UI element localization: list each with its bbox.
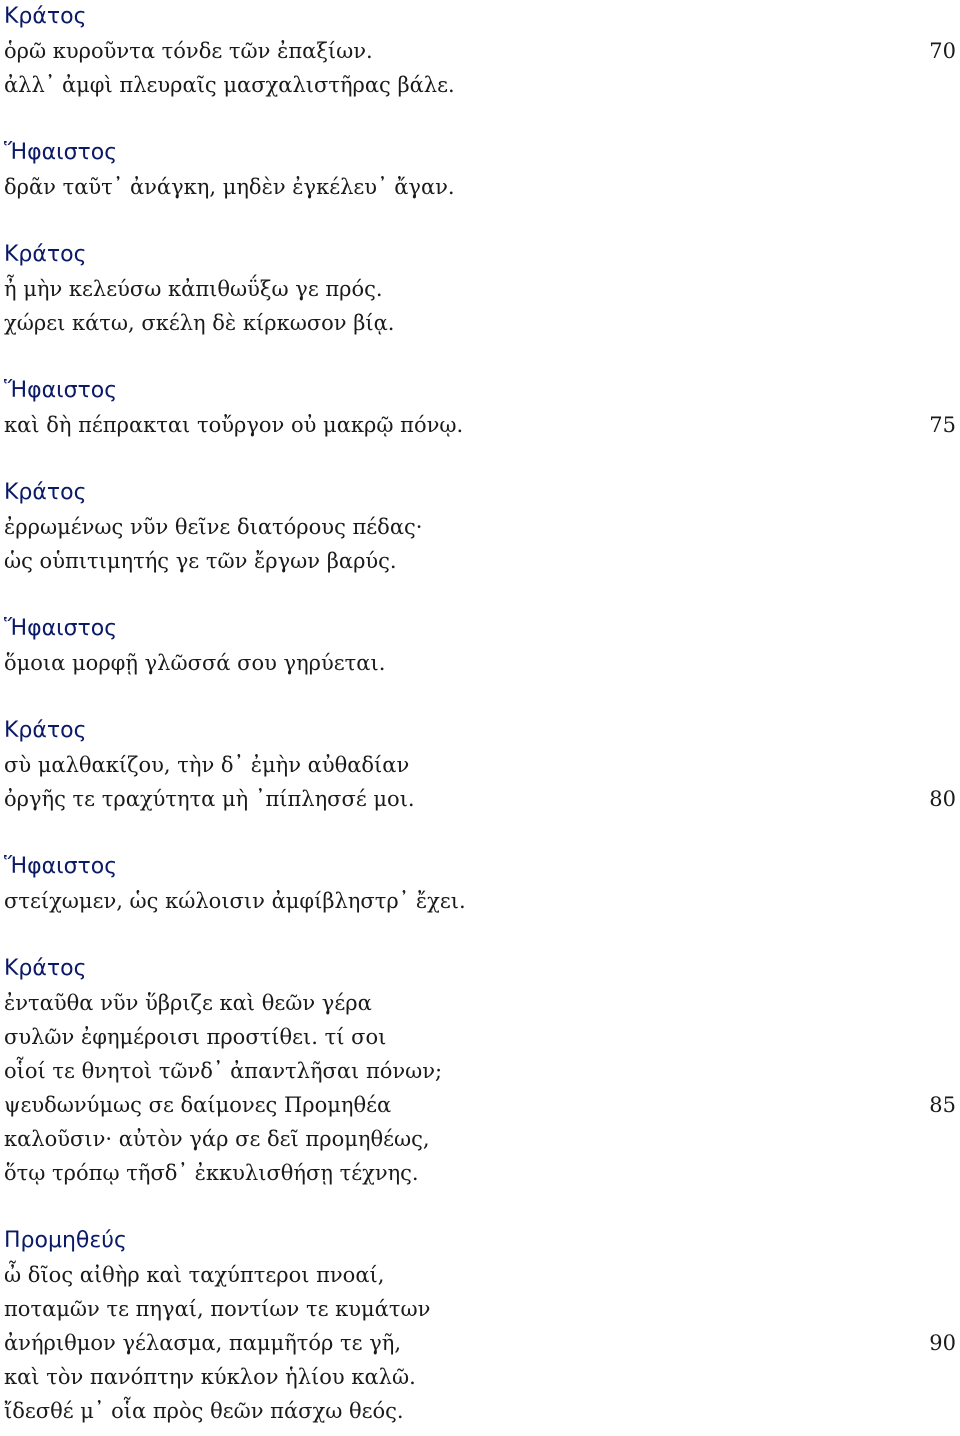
block-spacer	[0, 816, 960, 850]
verse-text: ὀργῆς τε τραχύτητα μὴ ᾽πίπλησσέ μοι.	[4, 787, 415, 811]
verse-line	[4, 1122, 960, 1156]
verse-line	[4, 1394, 960, 1428]
dialogue-block	[0, 374, 960, 442]
speaker-name: Ἥφαιστος	[4, 854, 118, 879]
verse-text: ὅτῳ τρόπῳ τῆσδ᾽ ἐκκυλισθήσῃ τέχνης.	[4, 1161, 419, 1185]
verse-text: ἴδεσθέ μ᾽ οἷα πρὸς θεῶν πάσχω θεός.	[4, 1399, 404, 1423]
verse-line	[4, 170, 960, 204]
verse-text: χώρει κάτω, σκέλη δὲ κίρκωσον βίᾳ.	[4, 311, 395, 335]
verse-line	[4, 1258, 960, 1292]
speaker-name: Κράτος	[4, 480, 87, 505]
line-number: 70	[929, 39, 956, 63]
verse-text: στείχωμεν, ὡς κώλοισιν ἀμφίβληστρ᾽ ἔχει.	[4, 889, 466, 913]
verse-line	[4, 646, 960, 680]
verse-line	[4, 306, 960, 340]
verse-line	[4, 1360, 960, 1394]
dialogue-block	[0, 238, 960, 340]
verse-text: σὺ μαλθακίζου, τὴν δ᾽ ἐμὴν αὐθαδίαν	[4, 753, 410, 777]
verse-line	[4, 1326, 960, 1360]
block-spacer	[0, 1190, 960, 1224]
verse-text: καλοῦσιν· αὐτὸν γάρ σε δεῖ προμηθέως,	[4, 1127, 430, 1151]
speaker-name: Κράτος	[4, 242, 87, 267]
block-spacer	[0, 578, 960, 612]
block-spacer	[0, 340, 960, 374]
speaker-name: Προμηθεύς	[4, 1228, 127, 1253]
verse-line	[4, 748, 960, 782]
verse-line	[4, 1156, 960, 1190]
verse-line	[4, 408, 960, 442]
verse-line	[4, 1088, 960, 1122]
verse-line	[4, 272, 960, 306]
verse-line	[4, 986, 960, 1020]
verse-text: ὦ δῖος αἰθὴρ καὶ ταχύπτεροι πνοαί,	[4, 1263, 385, 1287]
block-spacer	[0, 918, 960, 952]
dialogue-block	[0, 850, 960, 918]
verse-line	[4, 1292, 960, 1326]
dialogue-block	[0, 714, 960, 816]
speaker-name: Κράτος	[4, 718, 87, 743]
verse-text: ὁρῶ κυροῦντα τόνδε τῶν ἐπαξίων.	[4, 39, 373, 63]
verse-text: δρᾶν ταῦτ᾽ ἀνάγκη, μηδὲν ἐγκέλευ᾽ ἄγαν.	[4, 175, 455, 199]
block-spacer	[0, 680, 960, 714]
speaker-name: Ἥφαιστος	[4, 616, 118, 641]
verse-line	[4, 68, 960, 102]
speaker-name: Ἥφαιστος	[4, 140, 118, 165]
block-spacer	[0, 442, 960, 476]
dialogue-block	[0, 0, 960, 102]
verse-line	[4, 510, 960, 544]
block-spacer	[0, 102, 960, 136]
verse-line	[4, 1020, 960, 1054]
verse-text: καὶ δὴ πέπρακται τοὔργον οὐ μακρῷ πόνῳ.	[4, 413, 464, 437]
verse-text: ἦ μὴν κελεύσω κἀπιθωΰξω γε πρός.	[4, 277, 383, 301]
line-number: 75	[929, 413, 956, 437]
verse-line	[4, 34, 960, 68]
verse-line	[4, 884, 960, 918]
dialogue-block	[0, 476, 960, 578]
block-spacer	[0, 204, 960, 238]
verse-text: ψευδωνύμως σε δαίμονες Προμηθέα	[4, 1093, 392, 1117]
verse-text: ἐνταῦθα νῦν ὕβριζε καὶ θεῶν γέρα	[4, 991, 372, 1015]
dialogue-block	[0, 612, 960, 680]
verse-text: ἀλλ᾽ ἀμφὶ πλευραῖς μασχαλιστῆρας βάλε.	[4, 73, 455, 97]
verse-line	[4, 544, 960, 578]
speaker-name: Κράτος	[4, 956, 87, 981]
verse-text: ὅμοια μορφῇ γλῶσσά σου γηρύεται.	[4, 651, 386, 675]
line-number: 80	[929, 787, 956, 811]
verse-text: καὶ τὸν πανόπτην κύκλον ἡλίου καλῶ.	[4, 1365, 416, 1389]
verse-text: ἀνήριθμον γέλασμα, παμμῆτόρ τε γῆ,	[4, 1331, 402, 1355]
dialogue-block	[0, 136, 960, 204]
verse-text: οἷοί τε θνητοὶ τῶνδ᾽ ἀπαντλῆσαι πόνων;	[4, 1059, 443, 1083]
line-number: 85	[929, 1093, 956, 1117]
line-number: 90	[929, 1331, 956, 1355]
verse-text: συλῶν ἐφημέροισι προστίθει. τί σοι	[4, 1025, 387, 1049]
dialogue-block	[0, 1224, 960, 1428]
verse-text: ὡς οὑπιτιμητής γε τῶν ἔργων βαρύς.	[4, 549, 397, 573]
speaker-name: Ἥφαιστος	[4, 378, 118, 403]
speaker-name: Κράτος	[4, 4, 87, 29]
verse-text: ποταμῶν τε πηγαί, ποντίων τε κυμάτων	[4, 1297, 431, 1321]
dialogue-block	[0, 952, 960, 1190]
verse-text: ἐρρωμένως νῦν θεῖνε διατόρους πέδας·	[4, 515, 423, 539]
verse-line	[4, 782, 960, 816]
verse-line	[4, 1054, 960, 1088]
